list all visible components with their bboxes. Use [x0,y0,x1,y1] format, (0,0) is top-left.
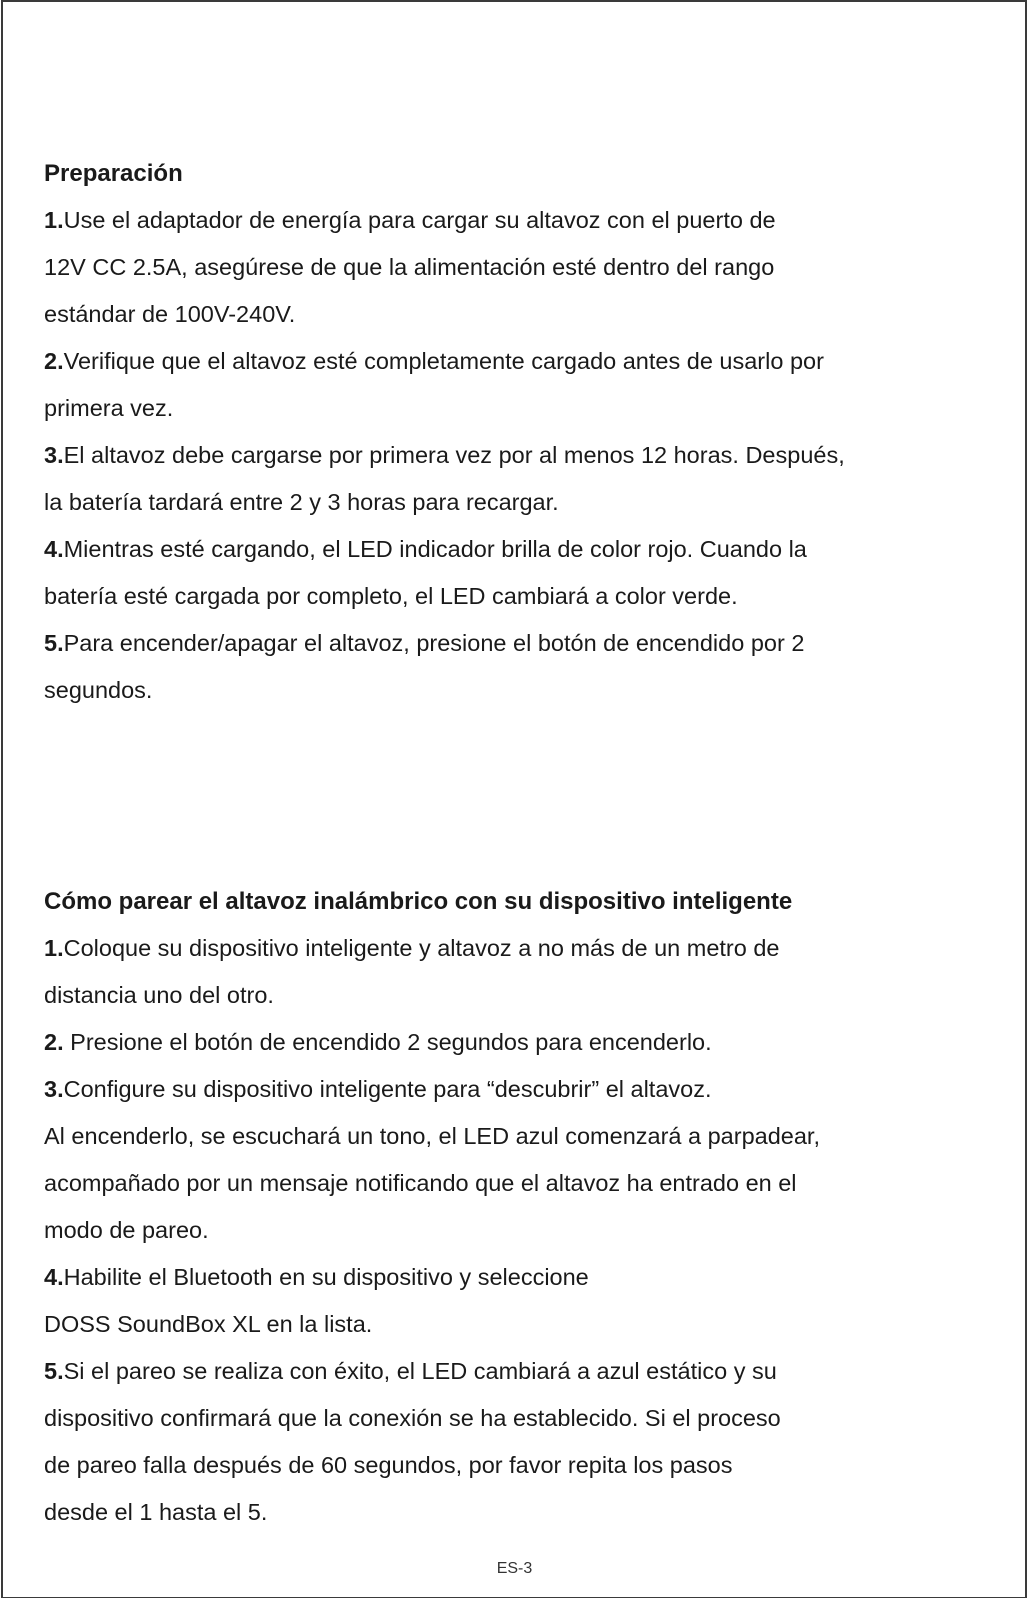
section-pairing [44,878,1004,1536]
text-line [44,1395,1004,1442]
text-line [44,972,1004,1019]
step-text: DOSS SoundBox XL en la lista. [44,1311,373,1337]
step-number: 5. [44,630,64,656]
step-number: 1. [44,207,64,233]
step-text: distancia uno del otro. [44,982,274,1008]
section-spacer [44,714,1004,878]
step-number: 4. [44,536,64,562]
text-line [44,1301,1004,1348]
text-line [44,620,1004,667]
text-line [44,573,1004,620]
step-text: primera vez. [44,395,174,421]
step-number: 5. [44,1358,64,1384]
step-text: la batería tardará entre 2 y 3 horas para recargar. [44,489,559,515]
step-text: estándar de 100V-240V. [44,301,296,327]
text-line [44,432,1004,479]
step-text: Mientras esté cargando, el LED indicador brilla de color rojo. Cuando la [63,536,807,562]
step-text: Configure su dispositivo inteligente para “descubrir” el altavoz. [63,1076,712,1102]
document-body [44,150,1004,1536]
step-text: Habilite el Bluetooth en su dispositivo y seleccione [63,1264,589,1290]
step-text: 12V CC 2.5A, asegúrese de que la alimentación esté dentro del rango [44,254,775,280]
step-text: Al encenderlo, se escuchará un tono, el LED azul comenzará a parpadear, [44,1123,820,1149]
step-text: segundos. [44,677,153,703]
step-text: de pareo falla después de 60 segundos, por favor repita los pasos [44,1452,733,1478]
step-text: dispositivo confirmará que la conexión se ha establecido. Si el proceso [44,1405,781,1431]
text-line [44,291,1004,338]
text-line [44,385,1004,432]
step-number: 1. [44,935,64,961]
step-text: Para encender/apagar el altavoz, presione el botón de encendido por 2 [63,630,805,656]
step-number: 3. [44,1076,64,1102]
step-text: El altavoz debe cargarse por primera vez por al menos 12 horas. Después, [63,442,845,468]
text-line [44,1160,1004,1207]
step-text: Verifique que el altavoz esté completamente cargado antes de usarlo por [63,348,824,374]
step-number: 3. [44,442,64,468]
text-line [44,244,1004,291]
step-text: modo de pareo. [44,1217,209,1243]
step-text: acompañado por un mensaje notificando que el altavoz ha entrado en el [44,1170,797,1196]
section-preparation [44,150,1004,714]
section-title: Preparación [44,160,183,187]
text-line [44,1019,1004,1066]
step-text: batería esté cargada por completo, el LED cambiará a color verde. [44,583,738,609]
text-line [44,1254,1004,1301]
step-text: desde el 1 hasta el 5. [44,1499,268,1525]
text-line [44,1113,1004,1160]
step-number: 2. [44,1029,64,1055]
step-number: 4. [44,1264,64,1290]
text-line [44,479,1004,526]
text-line [44,667,1004,714]
text-line [44,526,1004,573]
text-line [44,197,1004,244]
text-line [44,1442,1004,1489]
text-line [44,1066,1004,1113]
text-line [44,1348,1004,1395]
text-line [44,1489,1004,1536]
step-text: Use el adaptador de energía para cargar su altavoz con el puerto de [63,207,776,233]
text-line [44,338,1004,385]
text-line [44,925,1004,972]
step-text: Coloque su dispositivo inteligente y altavoz a no más de un metro de [63,935,780,961]
section-title: Cómo parear el altavoz inalámbrico con su dispositivo inteligente [44,888,793,915]
step-text: Si el pareo se realiza con éxito, el LED cambiará a azul estático y su [63,1358,777,1384]
step-number: 2. [44,348,64,374]
text-line [44,1207,1004,1254]
step-text: Presione el botón de encendido 2 segundos para encenderlo. [63,1029,712,1055]
page-number: ES-3 [496,1560,533,1577]
